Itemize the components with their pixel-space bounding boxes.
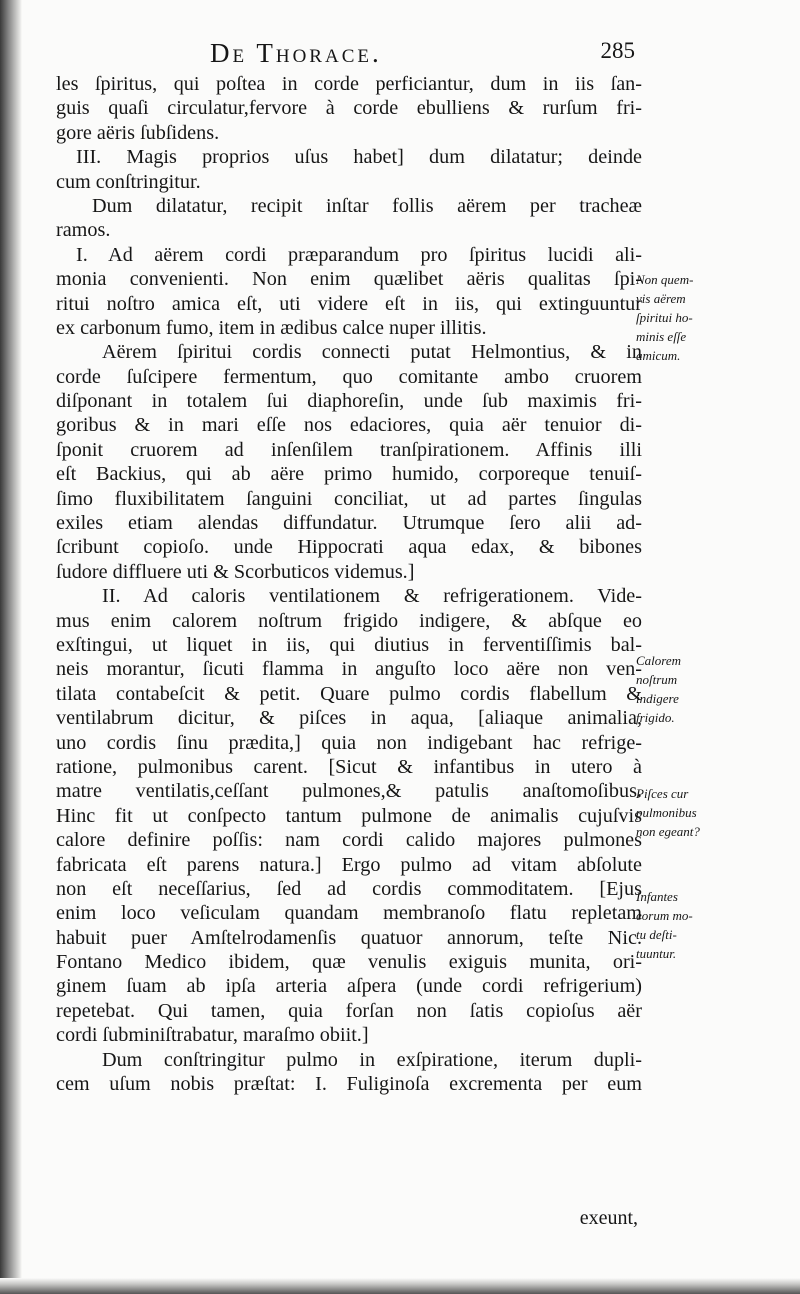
text-line: monia convenienti. Non enim quælibet aëris qualitas ſpi-	[56, 268, 642, 291]
text-line: guis quaſi circulatur,fervore à corde ebulliens & rurſum fri-	[56, 97, 642, 120]
note-line: Infantes	[636, 889, 678, 904]
text-line: cum conſtringitur.	[56, 170, 201, 193]
main-text	[56, 72, 642, 1096]
note-line: minis eſſe	[636, 329, 687, 344]
note-line: vis aërem	[636, 291, 686, 306]
note-line: noſtrum	[636, 672, 678, 687]
text-line: uno cordis ſinu prædita,] quia non indigebant hac refrige-	[56, 731, 642, 754]
text-line: Fontano Medico ibidem, quæ venulis exiguis munita, ori-	[56, 951, 642, 974]
text-line: les ſpiritus, qui poſtea in corde perficiantur, dum in iis ſan-	[56, 73, 642, 95]
text-line: Dum dilatatur, recipit inſtar follis aërem per tracheæ	[92, 194, 642, 217]
page-gutter-shadow	[0, 0, 22, 1294]
text-line: ſcribunt copioſo. unde Hippocrati aqua edax, & bibones	[56, 536, 642, 559]
text-line: ramos.	[56, 219, 111, 242]
text-line: enim loco veſiculam quandam membranoſo flatu repletam	[56, 902, 642, 925]
text-line: cem uſum nobis præſtat: I. Fuliginoſa excrementa per eum	[56, 1073, 642, 1096]
text-line: cordi ſubminiſtrabatur, maraſmo obiit.]	[56, 1024, 369, 1047]
text-line: exiles etiam alendas diffundatur. Utrumque ſero alii ad-	[56, 512, 642, 535]
text-line: diſponant in totalem ſui diaphoreſin, unde ſub maximis fri-	[56, 390, 642, 413]
text-line: habuit puer Amſtelrodamenſis quatuor annorum, teſte Nic.	[56, 926, 642, 949]
text-line: Hinc fit ut conſpecto tantum pulmone de animalis cujuſvis	[56, 804, 642, 827]
text-line: II. Ad caloris ventilationem & refrigerationem. Vide-	[102, 585, 642, 608]
text-line: ſponit cruorem ad inſenſilem tranſpirationem. Affinis illi	[56, 438, 642, 461]
text-line: ſimo fluxibilitatem ſanguini conciliat, ut ad partes ſingulas	[56, 487, 642, 510]
note-line: Piſces cur	[636, 786, 689, 801]
note-line: frigido.	[636, 710, 675, 725]
text-line: matre ventilatis,ceſſant pulmones,& patulis anaſtomoſibus.	[56, 780, 642, 803]
text-line: exſtingui, ut liquet in iis, qui diutius in ferventiſſimis bal-	[56, 633, 642, 656]
running-head	[60, 38, 635, 70]
catchword: exeunt,	[579, 1207, 638, 1229]
text-line: gore aëris ſubſidens.	[56, 121, 220, 144]
marginal-note	[636, 270, 796, 365]
text-line: repetebat. Qui tamen, quia forſan non ſatis copioſus aër	[56, 999, 642, 1022]
text-line: non eſt neceſſarius, ſed ad cordis commoditatem. [Ejus	[56, 877, 642, 900]
note-line: tu deſti-	[636, 927, 677, 942]
note-line: tuuntur.	[636, 946, 677, 961]
text-line: I. Ad aërem cordi præparandum pro ſpiritus lucidi ali-	[76, 243, 642, 266]
text-line: ex carbonum fumo, item in ædibus calce nuper illitis.	[56, 316, 487, 339]
text-line: goribus & in mari eſſe nos edaciores, quia aër tenuior di-	[56, 414, 642, 437]
text-line: fabricata eſt parens natura.] Ergo pulmo ad vitam abſolute	[56, 853, 642, 876]
running-head-title: De Thorace.	[210, 38, 382, 68]
note-line: eorum mo-	[636, 908, 693, 923]
note-line: non egeant?	[636, 824, 700, 839]
text-line: mus enim calorem noſtrum frigido indigere, & abſque eo	[56, 609, 642, 632]
text-line: ventilabrum dicitur, & piſces in aqua, [aliaque animalia,	[56, 707, 642, 730]
marginal-note	[636, 887, 796, 963]
marginal-note	[636, 784, 796, 841]
note-line: ſpiritui ho-	[636, 310, 693, 325]
page-number: 285	[600, 38, 635, 63]
note-line: pulmonibus	[636, 805, 697, 820]
text-line: ratione, pulmonibus carent. [Sicut & infantibus in utero à	[56, 755, 642, 778]
note-line: Calorem	[636, 653, 682, 668]
text-line: ginem ſuam ab ipſa arteria aſpera (unde cordi refrigerium)	[56, 975, 642, 998]
text-line: neis morantur, ſicuti flamma in anguſto loco aëre non ven-	[56, 658, 642, 681]
marginal-note	[636, 651, 796, 727]
note-line: Non quem-	[636, 272, 694, 287]
note-line: amicum.	[636, 348, 681, 363]
text-line: Dum conſtringitur pulmo in exſpiratione, iterum dupli-	[102, 1048, 642, 1071]
text-line: Aërem ſpiritui cordis connecti putat Helmontius, & in	[102, 341, 642, 364]
text-line: ſudore diffluere uti & Scorbuticos videmus.]	[56, 560, 415, 583]
note-line: indigere	[636, 691, 679, 706]
text-line: III. Magis proprios uſus habet] dum dilatatur; deinde	[76, 146, 642, 169]
text-line: tilata contabeſcit & petit. Quare pulmo cordis flabellum &	[56, 682, 642, 705]
text-line: eſt Backius, qui ab aëre primo humido, corporeque tenuiſ-	[56, 463, 642, 486]
page-bottom-shadow	[0, 1278, 800, 1294]
text-line: corde ſuſcipere fermentum, quo comitante ambo cruorem	[56, 365, 642, 388]
text-line: ritui noſtro amica eſt, uti videre eſt in iis, qui extinguuntur	[56, 292, 642, 315]
text-line: calore definire poſſis: nam cordi calido majores pulmones	[56, 829, 642, 852]
